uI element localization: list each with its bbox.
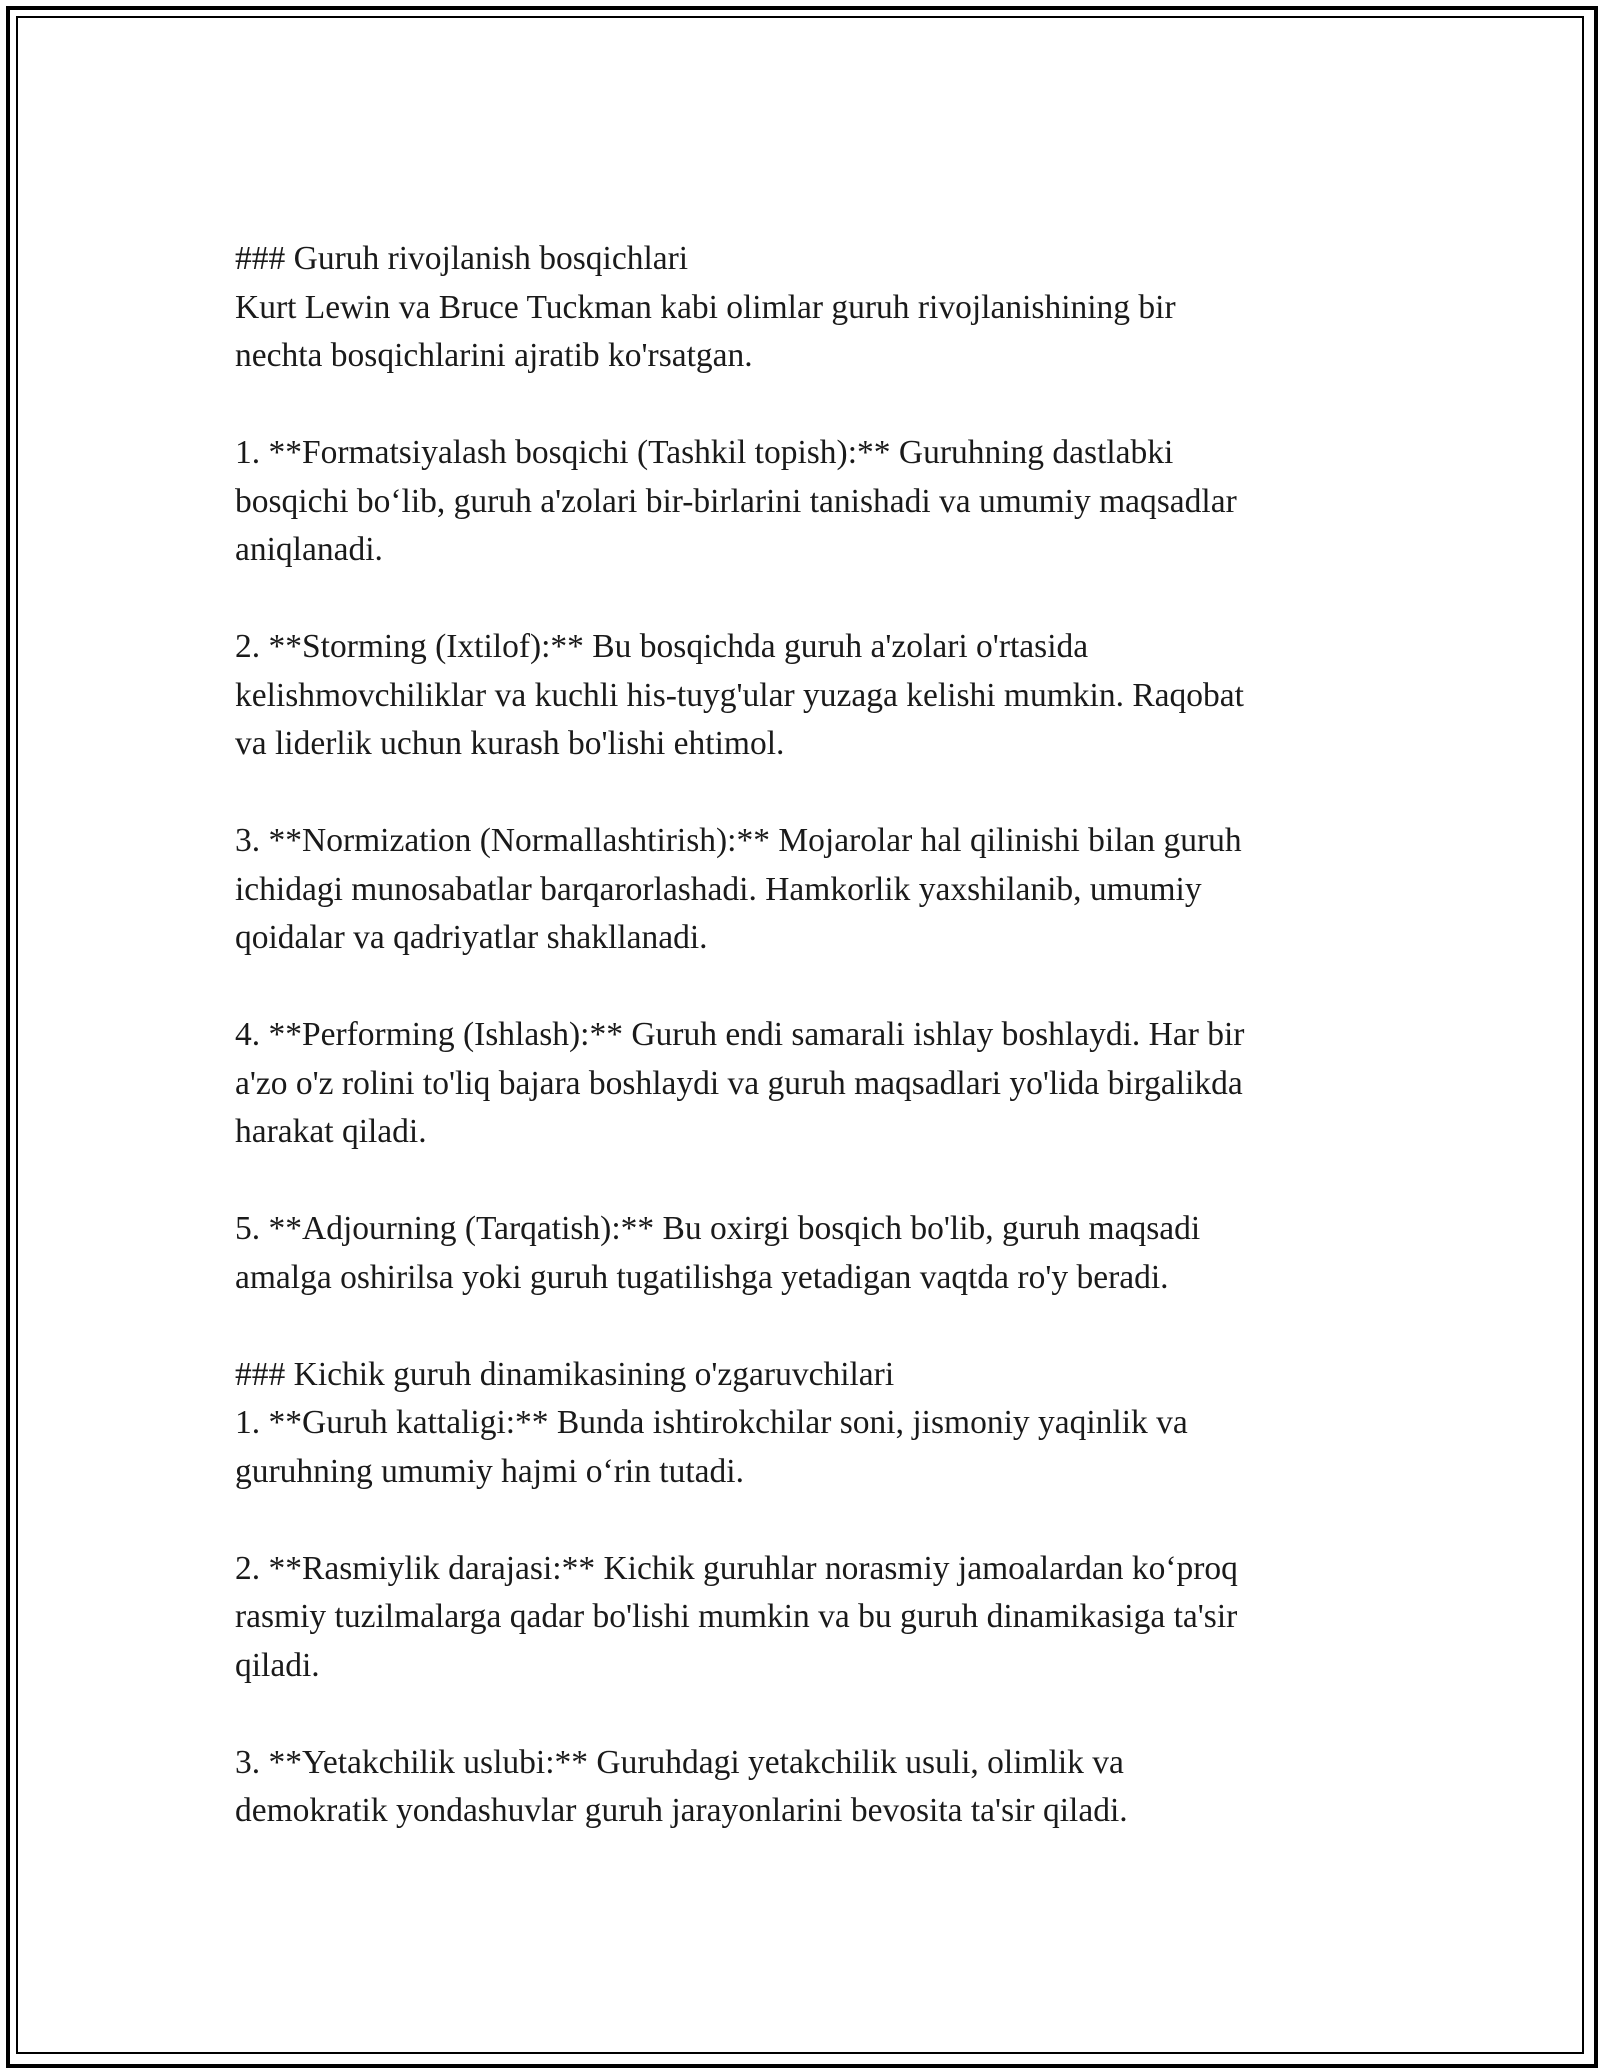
variable-item-2 bbox=[235, 1545, 1365, 1691]
intro-line: Kurt Lewin va Bruce Tuckman kabi olimlar guruh rivojlanishining bir bbox=[235, 288, 1176, 326]
variable-item-line: guruhning umumiy hajmi o‘rin tutadi. bbox=[235, 1452, 744, 1490]
section2-heading: ### Kichik guruh dinamikasining o'zgaruvchilari bbox=[235, 1355, 895, 1393]
stage-item-line: harakat qiladi. bbox=[235, 1113, 427, 1150]
intro-line: nechta bosqichlarini ajratib ko'rsatgan. bbox=[235, 337, 753, 374]
stage-item-line: kelishmovchiliklar va kuchli his-tuyg'ular yuzaga kelishi mumkin. Raqobat bbox=[235, 676, 1244, 714]
variable-item-line: 3. **Yetakchilik uslubi:** Guruhdagi yetakchilik usuli, olimlik va bbox=[235, 1743, 1124, 1781]
section1-intro-block bbox=[235, 235, 1365, 381]
variable-item-line: 2. **Rasmiylik darajasi:** Kichik guruhlar norasmiy jamoalardan ko‘proq bbox=[235, 1549, 1238, 1587]
stage-item-line: 4. **Performing (Ishlash):** Guruh endi samarali ishlay boshlaydi. Har bir bbox=[235, 1016, 1245, 1053]
stage-item-line: aniqlanadi. bbox=[235, 531, 383, 568]
document-body bbox=[235, 235, 1365, 1884]
stage-item-2 bbox=[235, 623, 1365, 769]
variable-item-line: demokratik yondashuvlar guruh jarayonlarini bevosita ta'sir qiladi. bbox=[235, 1792, 1128, 1829]
variable-item-line: 1. **Guruh kattaligi:** Bunda ishtirokchilar soni, jismoniy yaqinlik va bbox=[235, 1404, 1188, 1441]
stage-item-line: ichidagi munosabatlar barqarorlashadi. Hamkorlik yaxshilanib, umumiy bbox=[235, 870, 1202, 908]
stage-item-line: 1. **Formatsiyalash bosqichi (Tashkil topish):** Guruhning dastlabki bbox=[235, 434, 1174, 471]
stage-item-4 bbox=[235, 1011, 1365, 1157]
variable-item-1 bbox=[235, 1399, 1365, 1496]
variable-item-line: rasmiy tuzilmalarga qadar bo'lishi mumkin va bu guruh dinamikasiga ta'sir bbox=[235, 1598, 1238, 1635]
stage-item-5 bbox=[235, 1205, 1365, 1302]
stage-item-line: bosqichi bo‘lib, guruh a'zolari bir-birlarini tanishadi va umumiy maqsadlar bbox=[235, 482, 1237, 520]
section1-heading: ### Guruh rivojlanish bosqichlari bbox=[235, 240, 689, 277]
stage-item-line: 2. **Storming (Ixtilof):** Bu bosqichda guruh a'zolari o'rtasida bbox=[235, 628, 1089, 665]
stage-item-line: amalga oshirilsa yoki guruh tugatilishga yetadigan vaqtda ro'y beradi. bbox=[235, 1258, 1169, 1296]
stage-item-line: 5. **Adjourning (Tarqatish):** Bu oxirgi bosqich bo'lib, guruh maqsadi bbox=[235, 1210, 1201, 1247]
stage-item-line: va liderlik uchun kurash bo'lishi ehtimol. bbox=[235, 725, 785, 762]
section2-heading-block bbox=[235, 1351, 1365, 1400]
stage-item-line: a'zo o'z rolini to'liq bajara boshlaydi va guruh maqsadlari yo'lida birgalikda bbox=[235, 1064, 1243, 1102]
stage-item-3 bbox=[235, 817, 1365, 963]
stage-item-1 bbox=[235, 429, 1365, 575]
stage-item-line: qoidalar va qadriyatlar shakllanadi. bbox=[235, 919, 708, 956]
stage-item-line: 3. **Normization (Normallashtirish):** Mojarolar hal qilinishi bilan guruh bbox=[235, 822, 1242, 859]
variable-item-3 bbox=[235, 1739, 1365, 1836]
variable-item-line: qiladi. bbox=[235, 1646, 320, 1684]
